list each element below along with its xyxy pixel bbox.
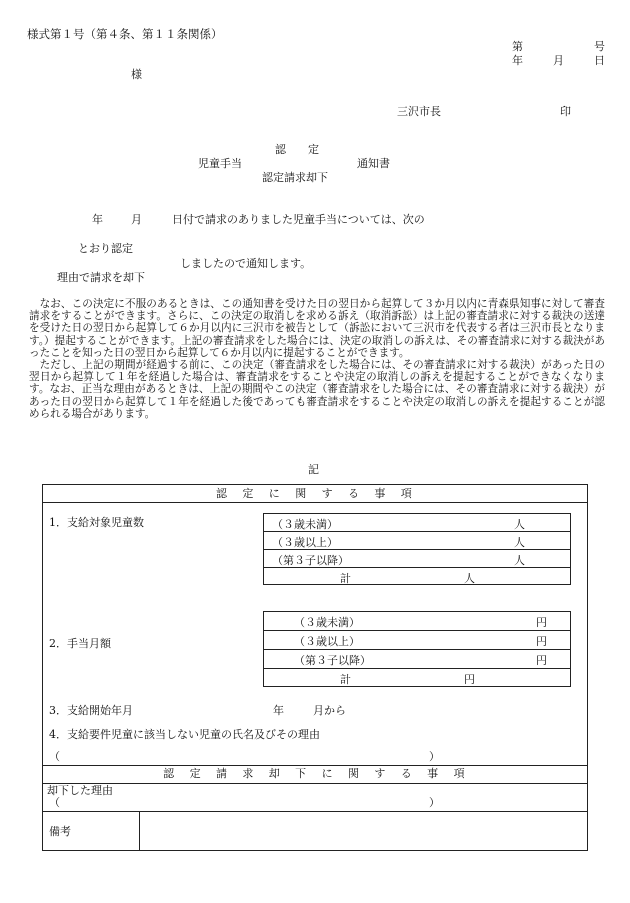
rejection-close-paren: ） [429,796,440,809]
item4-label: 4．支給要件児童に該当しない児童の氏名及びその理由 [49,728,320,741]
child-count-unit-2: 人 [514,536,525,549]
addressee: 様 [131,68,142,81]
item3-year: 年 [273,704,284,717]
date-month: 月 [553,54,564,67]
child-count-cat-1: （３歳未満） [272,518,338,531]
notice-paragraph-1: なお、この決定に不服のあるときは、この通知書を受けた日の翌日から起算して３か月以内に青森県知事に対して審査請求をすることができます。さらに、この決定の取消しを求める訴え（取消訴訟）は上記の審査請求に対する裁決の送達を受けた日の翌日から起算して６か月以内に三沢市を被告として（訴訟において三沢市を代表する者は三沢市長となります。）提起することができます。上記の審査請求をした場合には、決定の取消しの訴えは、その審査請求に対する裁決があったことを知った日の翌日から起算して６か月以内に提起することができます。 [29,298,605,359]
body-text: 日付で請求のありました児童手当については、次の [172,213,425,226]
body-option-nintei: とおり認定 [78,242,133,255]
allowance-cat-1: （３歳未満） [294,616,360,629]
divider [43,502,587,503]
allowance-cat-3: （第３子以降） [294,654,371,667]
child-count-total-label: 計 [340,572,351,585]
row-divider [264,668,570,669]
title-suffix: 通知書 [357,157,390,170]
divider [43,811,587,812]
body-tail: しましたので通知します。 [180,257,312,270]
doc-number-dai: 第 [512,40,523,53]
child-count-cat-3: （第３子以降） [272,554,349,567]
title-main: 児童手当 [198,157,242,170]
allowance-table [263,611,571,687]
ki-label: 記 [308,463,319,476]
notice-paragraph-2: ただし、上記の期間が経過する前に、この決定（審査請求をした場合には、その審査請求に対する裁決）があった日の翌日から起算して１年を経過した場合は、審査請求をすることや決定の取消しの訴えを提起することができなくなります。なお、正当な理由があるときは、上記の期間やこの決定（審査請求をした場合には、その審査請求に対する裁決）があった日の翌日から起算して１年を経過した後であっても審査請求をすることや決定の取消しの訴えを提起することが認められる場合があります。 [29,359,605,420]
row-divider [264,630,570,631]
row-divider [264,531,570,532]
row-divider [264,649,570,650]
item1-label: 1．支給対象児童数 [49,516,144,529]
child-count-cat-2: （３歳以上） [272,536,338,549]
child-count-table [263,513,571,585]
title-option-nintei: 認 定 [275,143,319,156]
allowance-unit-3: 円 [536,654,547,667]
allowance-unit-1: 円 [536,616,547,629]
divider [43,765,587,766]
item4-close-paren: ） [429,750,440,763]
allowance-total-unit: 円 [464,673,475,686]
rejection-open-paren: （ [49,796,60,809]
body-month: 月 [131,213,142,226]
item2-label: 2．手当月額 [49,637,111,650]
allowance-unit-2: 円 [536,635,547,648]
table-header-kyakka: 認 定 請 求 却 下 に 関 す る 事 項 [163,767,467,780]
child-count-unit-3: 人 [514,554,525,567]
doc-number-gou: 号 [594,40,605,53]
item3-month-from: 月から [313,704,346,717]
child-count-unit-1: 人 [514,518,525,531]
title-option-kyakka: 認定請求却下 [262,171,328,184]
divider [43,783,587,784]
row-divider [264,567,570,568]
item4-open-paren: （ [49,750,60,763]
item3-label: 3．支給開始年月 [49,704,133,717]
allowance-total-label: 計 [340,673,351,686]
issuer: 三沢市長 [397,105,441,118]
seal: 印 [560,105,571,118]
body-option-kyakka: 理由で請求を却下 [57,271,145,284]
details-table [42,484,588,851]
remarks-divider [139,811,140,851]
allowance-cat-2: （３歳以上） [294,635,360,648]
form-label: 様式第１号（第４条、第１１条関係） [27,27,223,41]
rejection-reason-label: 却下した理由 [47,784,113,797]
child-count-total-unit: 人 [464,572,475,585]
date-year: 年 [512,54,523,67]
date-day: 日 [594,54,605,67]
row-divider [264,549,570,550]
remarks-label: 備考 [49,825,71,838]
body-year: 年 [92,213,103,226]
notice-block [29,298,605,420]
table-header-nintei: 認 定 に 関 す る 事 項 [216,487,414,500]
